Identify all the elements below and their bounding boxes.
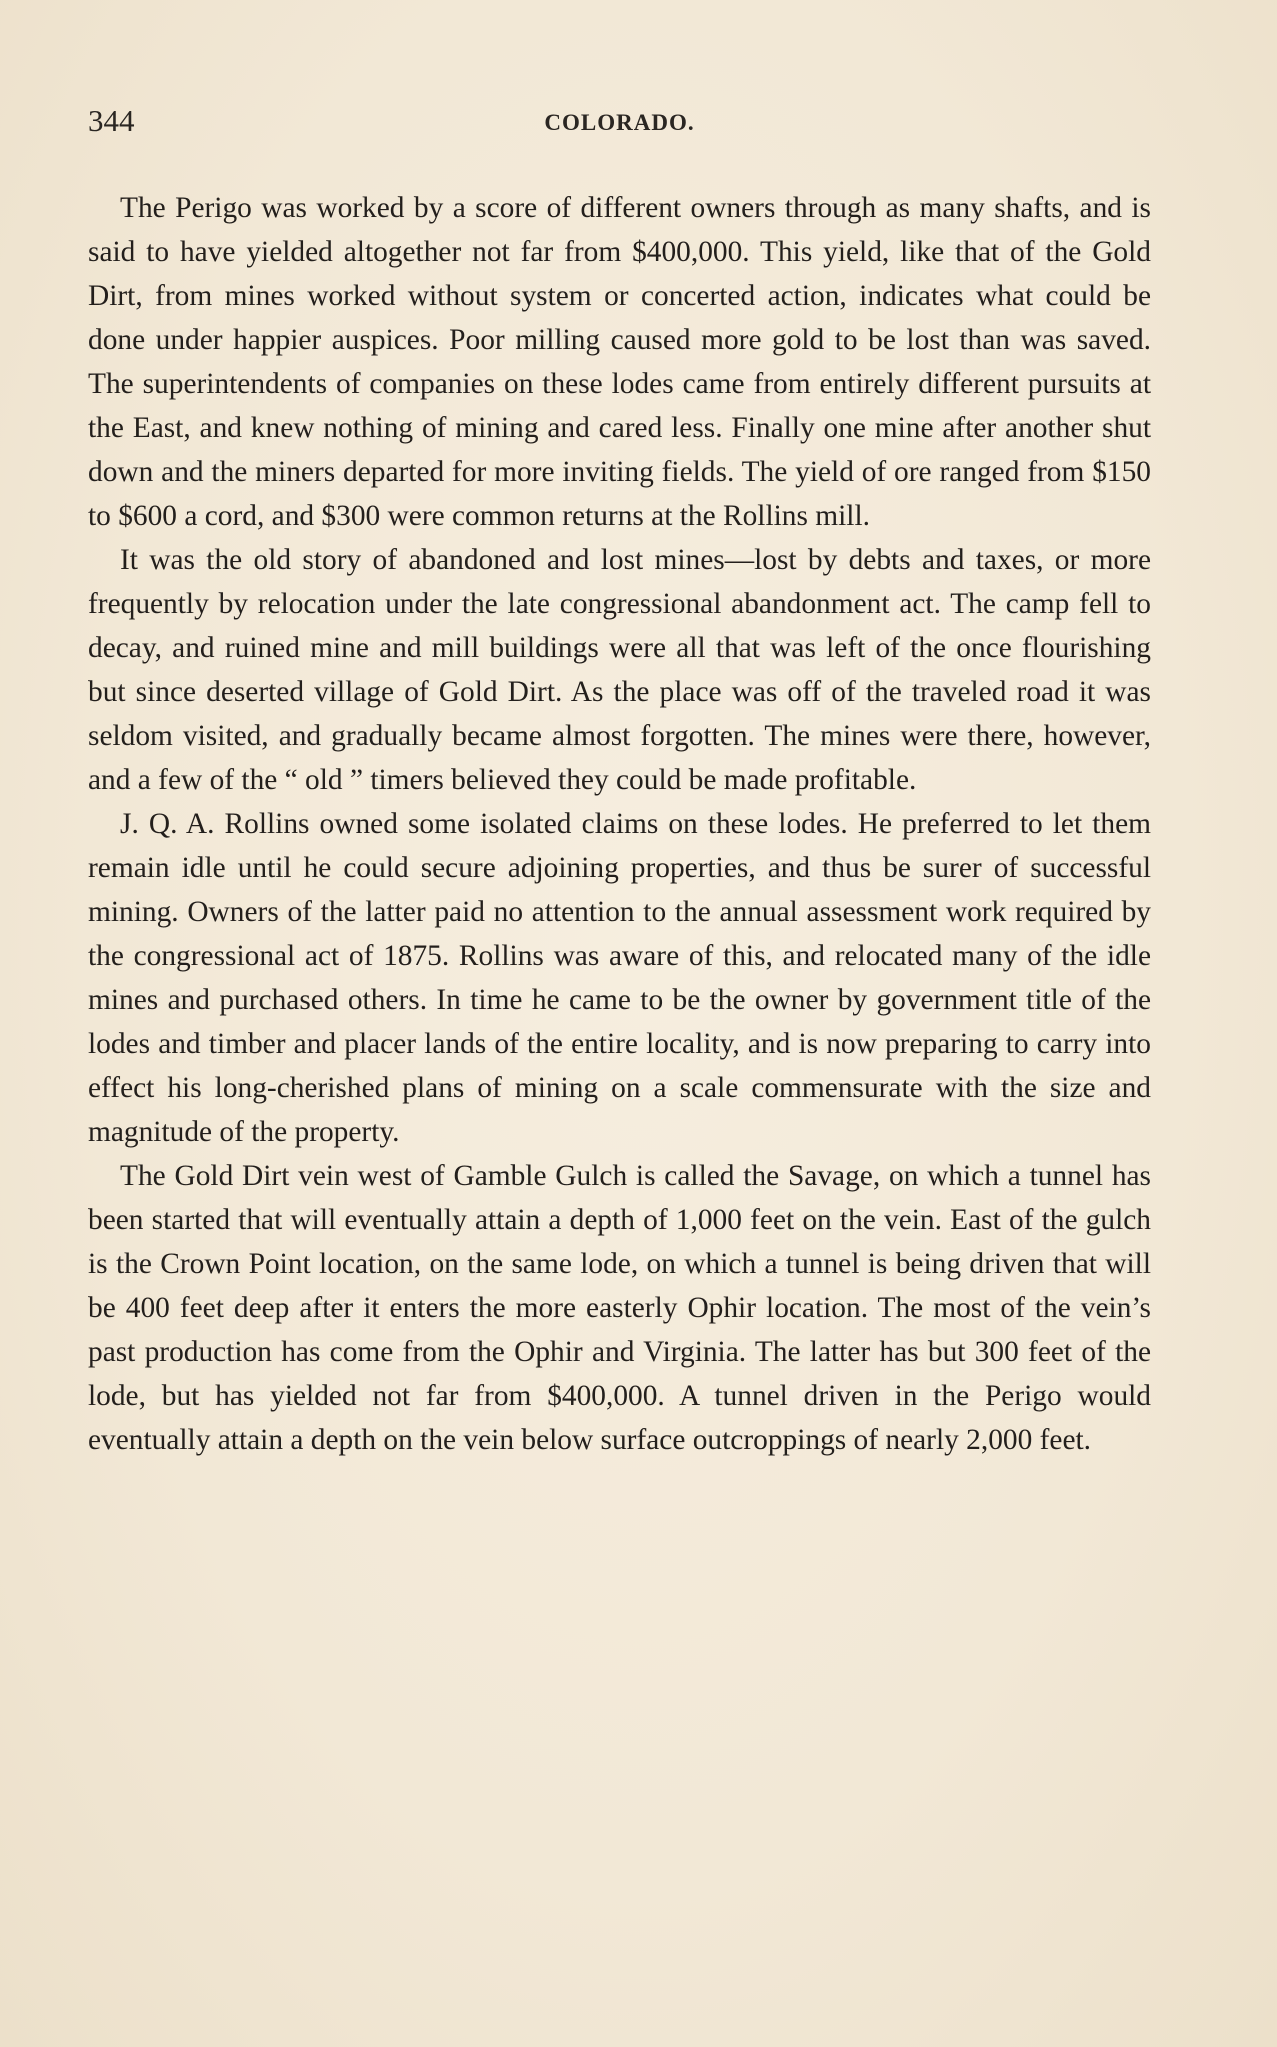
body-text: [88, 186, 1151, 1462]
paragraph-gold-dirt-vein: The Gold Dirt vein west of Gamble Gulch is called the Savage, on which a tunnel has been started that will eventually attain a depth of 1,000 feet on the vein. East of the gulch is the Crown Point location, on the same lode, on which a tunnel is being driven that will be 400 feet deep after it enters the more easterly Ophir location. The most of the vein’s past production has come from the Ophir and Virginia. The latter has but 300 feet of the lode, but has yielded not far from $400,000. A tunnel driven in the Perigo would eventually attain a depth on the vein below surface outcroppings of nearly 2,000 feet.: [88, 1160, 1151, 1456]
running-title: COLORADO.: [544, 110, 695, 135]
running-head: [88, 100, 1151, 142]
page-number: 344: [88, 103, 135, 138]
paragraph-rollins-claims: J. Q. A. Rollins owned some isolated claims on these lodes. He preferred to let them remain idle until he could secure adjoining properties, and thus be surer of successful mining. Owners of the latter paid no attention to the annual assessment work required by the congressional act of 1875. Rollins was aware of this, and relocated many of the idle mines and purchased others. In time he came to be the owner by government title of the lodes and timber and placer lands of the entire locality, and is now preparing to carry into effect his long-cherished plans of mining on a scale commensurate with the size and magnitude of the property.: [88, 808, 1151, 1148]
paragraph-perigo-history: The Perigo was worked by a score of different owners through as many shafts, and is said to have yielded altogether not far from $400,000. This yield, like that of the Gold Dirt, from mines worked without system or concerted action, indicates what could be done under happier auspices. Poor milling caused more gold to be lost than was saved. The superintendents of companies on these lodes came from entirely different pursuits at the East, and knew nothing of mining and cared less. Finally one mine after another shut down and the miners departed for more inviting fields. The yield of ore ranged from $150 to $600 a cord, and $300 were common returns at the Rollins mill.: [88, 192, 1151, 532]
paragraph-abandoned-mines: It was the old story of abandoned and lost mines—lost by debts and taxes, or more frequently by relocation under the late congressional abandonment act. The camp fell to decay, and ruined mine and mill buildings were all that was left of the once flourishing but since deserted village of Gold Dirt. As the place was off of the traveled road it was seldom visited, and gradually became almost forgotten. The mines were there, however, and a few of the “ old ” timers believed they could be made profitable.: [88, 544, 1151, 796]
